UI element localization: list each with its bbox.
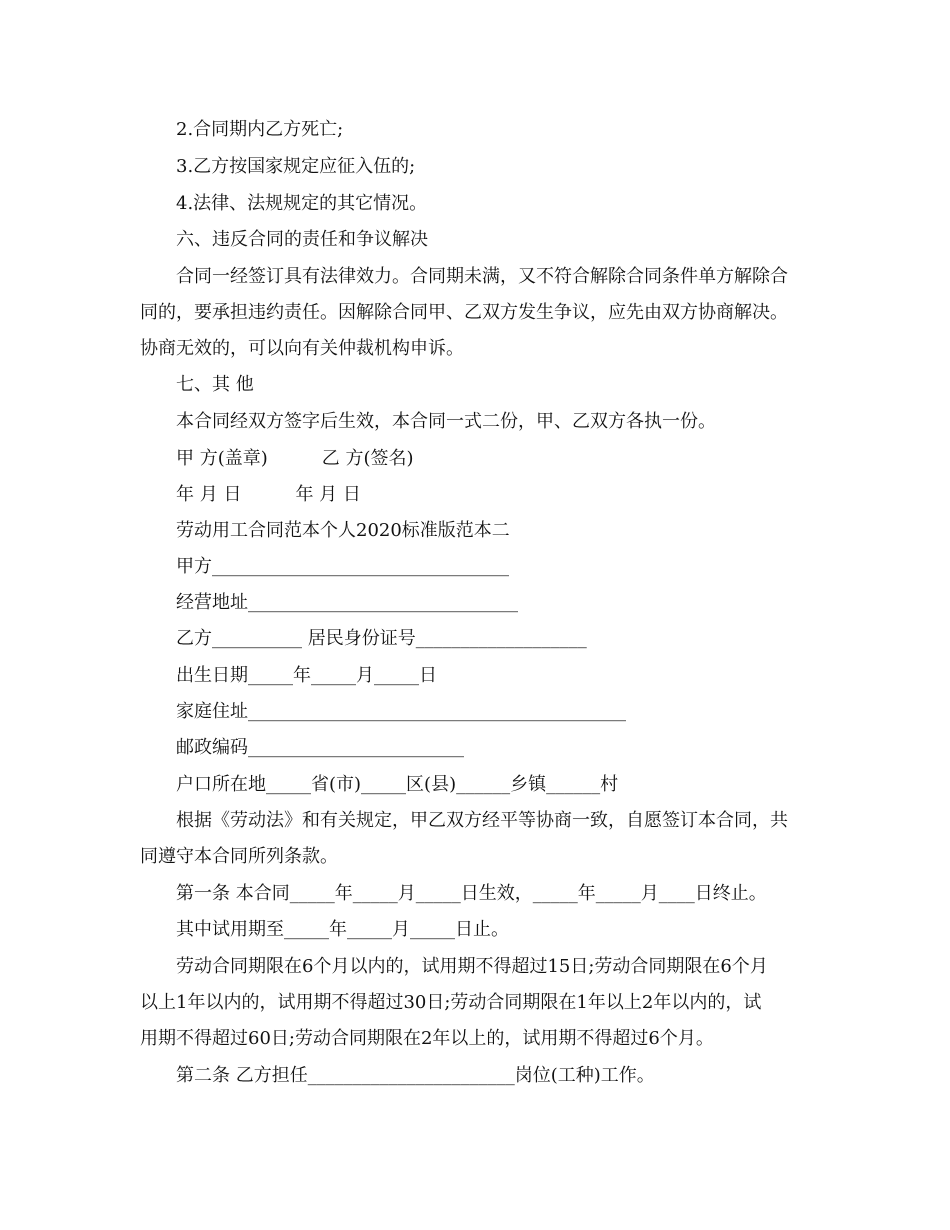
paragraph-line: 同遵守本合同所列条款。 xyxy=(140,846,338,867)
paragraph-line: 以上1年以内的，试用期不得超过30日;劳动合同期限在1年以上2年以内的，试 xyxy=(140,992,762,1013)
paragraph-line: 本合同经双方签字后生效，本合同一式二份，甲、乙双方各执一份。 xyxy=(176,411,716,432)
form-field-line: 户口所在地_____省(市)_____区(县)______乡镇______村 xyxy=(176,774,619,795)
document-title: 劳动用工合同范本个人2020标准版范本二 xyxy=(176,520,510,541)
paragraph-line: 合同一经签订具有法律效力。合同期未满，又不符合解除合同条件单方解除合 xyxy=(176,266,788,287)
form-field-line: 乙方__________ 居民身份证号___________________ xyxy=(176,628,587,649)
paragraph-line: 根据《劳动法》和有关规定，甲乙双方经平等协商一致，自愿签订本合同，共 xyxy=(176,810,788,831)
article-line: 第一条 本合同_____年_____月_____日生效，_____年_____月____日终止。 xyxy=(176,883,767,904)
clause-line: 3.乙方按国家规定应征入伍的; xyxy=(176,156,416,177)
clause-line: 2.合同期内乙方死亡; xyxy=(176,119,344,140)
paragraph-line: 协商无效的，可以向有关仲裁机构申诉。 xyxy=(140,338,464,359)
clause-line: 4.法律、法规规定的其它情况。 xyxy=(176,193,428,214)
form-field-line: 经营地址______________________________ xyxy=(176,592,518,613)
article-line: 第二条 乙方担任_______________________岗位(工种)工作。 xyxy=(176,1065,655,1086)
article-line: 其中试用期至_____年_____月_____日止。 xyxy=(176,919,509,940)
paragraph-line: 劳动合同期限在6个月以内的，试用期不得超过15日;劳动合同期限在6个月 xyxy=(176,956,768,977)
form-field-line: 甲方_________________________________ xyxy=(176,556,509,577)
paragraph-line: 用期不得超过60日;劳动合同期限在2年以上的，试用期不得超过6个月。 xyxy=(140,1028,714,1049)
form-field-line: 家庭住址__________________________________________ xyxy=(176,701,626,722)
signature-line: 甲 方(盖章) 乙 方(签名) xyxy=(176,448,414,469)
section-heading: 七、其 他 xyxy=(176,374,254,395)
date-line: 年 月 日 年 月 日 xyxy=(176,484,361,505)
form-field-line: 出生日期_____年_____月_____日 xyxy=(176,665,437,686)
section-heading: 六、违反合同的责任和争议解决 xyxy=(176,229,428,250)
paragraph-line: 同的，要承担违约责任。因解除合同甲、乙双方发生争议，应先由双方协商解决。 xyxy=(140,302,788,323)
form-field-line: 邮政编码________________________ xyxy=(176,737,464,758)
